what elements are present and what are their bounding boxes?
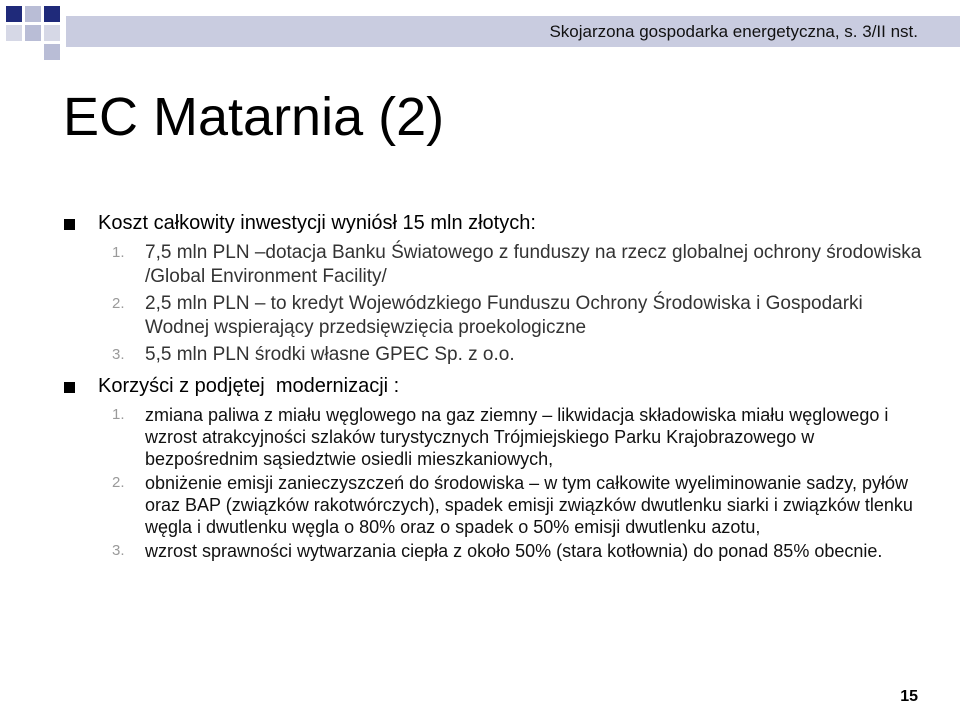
item-text: wzrost sprawności wytwarzania ciepła z około 50% (stara kotłownia) do ponad 85% obecnie. (145, 541, 883, 561)
section-heading-text: Korzyści z podjętej modernizacji : (98, 375, 400, 397)
section-heading-text: Koszt całkowity inwestycji wyniósł 15 mln złotych: (98, 212, 536, 234)
square-bullet-icon (64, 382, 75, 393)
cost-list (62, 241, 932, 367)
decorative-square (25, 6, 41, 22)
list-item (62, 292, 932, 340)
decorative-square (25, 25, 41, 41)
item-number: 3. (112, 542, 125, 559)
section-heading (62, 373, 932, 400)
item-number: 1. (112, 406, 125, 423)
list-item (62, 343, 932, 367)
decorative-square (6, 6, 22, 22)
item-text: obniżenie emisji zanieczyszczeń do środowiska – w tym całkowite wyeliminowanie sadzy, pyłów oraz BAP (związków rakotwórczych), spadek emisji związków dwutlenku siarki i związków tlenku węgla i dwutlenku węgla o 80% oraz o spadek o 50% emisji dwutlenku azotu, (145, 473, 913, 537)
list-item (62, 241, 932, 289)
square-bullet-icon (64, 219, 75, 230)
section-heading (62, 210, 932, 237)
slide-content (62, 210, 932, 568)
item-text: 5,5 mln PLN środki własne GPEC Sp. z o.o. (145, 344, 515, 365)
section-benefits (62, 373, 932, 562)
decorative-square (44, 44, 60, 60)
decorative-square (44, 6, 60, 22)
item-number: 2. (112, 474, 125, 491)
list-item (62, 472, 932, 538)
item-text: 7,5 mln PLN –dotacja Banku Światowego z funduszy na rzecz globalnej ochrony środowiska /Global Environment Facility/ (145, 242, 922, 287)
section-cost (62, 210, 932, 367)
page-number: 15 (900, 688, 918, 705)
slide-title: EC Matarnia (2) (63, 87, 445, 147)
list-item (62, 540, 932, 562)
decorative-square (6, 25, 22, 41)
item-text: 2,5 mln PLN – to kredyt Wojewódzkiego Funduszu Ochrony Środowiska i Gospodarki Wodnej wspierający przedsięwzięcia proekologiczne (145, 293, 863, 338)
benefits-list (62, 404, 932, 562)
item-number: 1. (112, 244, 125, 261)
item-text: zmiana paliwa z miału węglowego na gaz ziemny – likwidacja składowiska miału węglowego i wzrost atrakcyjności szlaków turystycznych Trójmiejskiego Parku Krajobrazowego w bezpośrednim sąsiedztwie osiedli mieszkaniowych, (145, 405, 889, 469)
list-item (62, 404, 932, 470)
running-title: Skojarzona gospodarka energetyczna, s. 3/II nst. (549, 22, 918, 41)
item-number: 3. (112, 346, 125, 363)
item-number: 2. (112, 295, 125, 312)
decorative-square (44, 25, 60, 41)
